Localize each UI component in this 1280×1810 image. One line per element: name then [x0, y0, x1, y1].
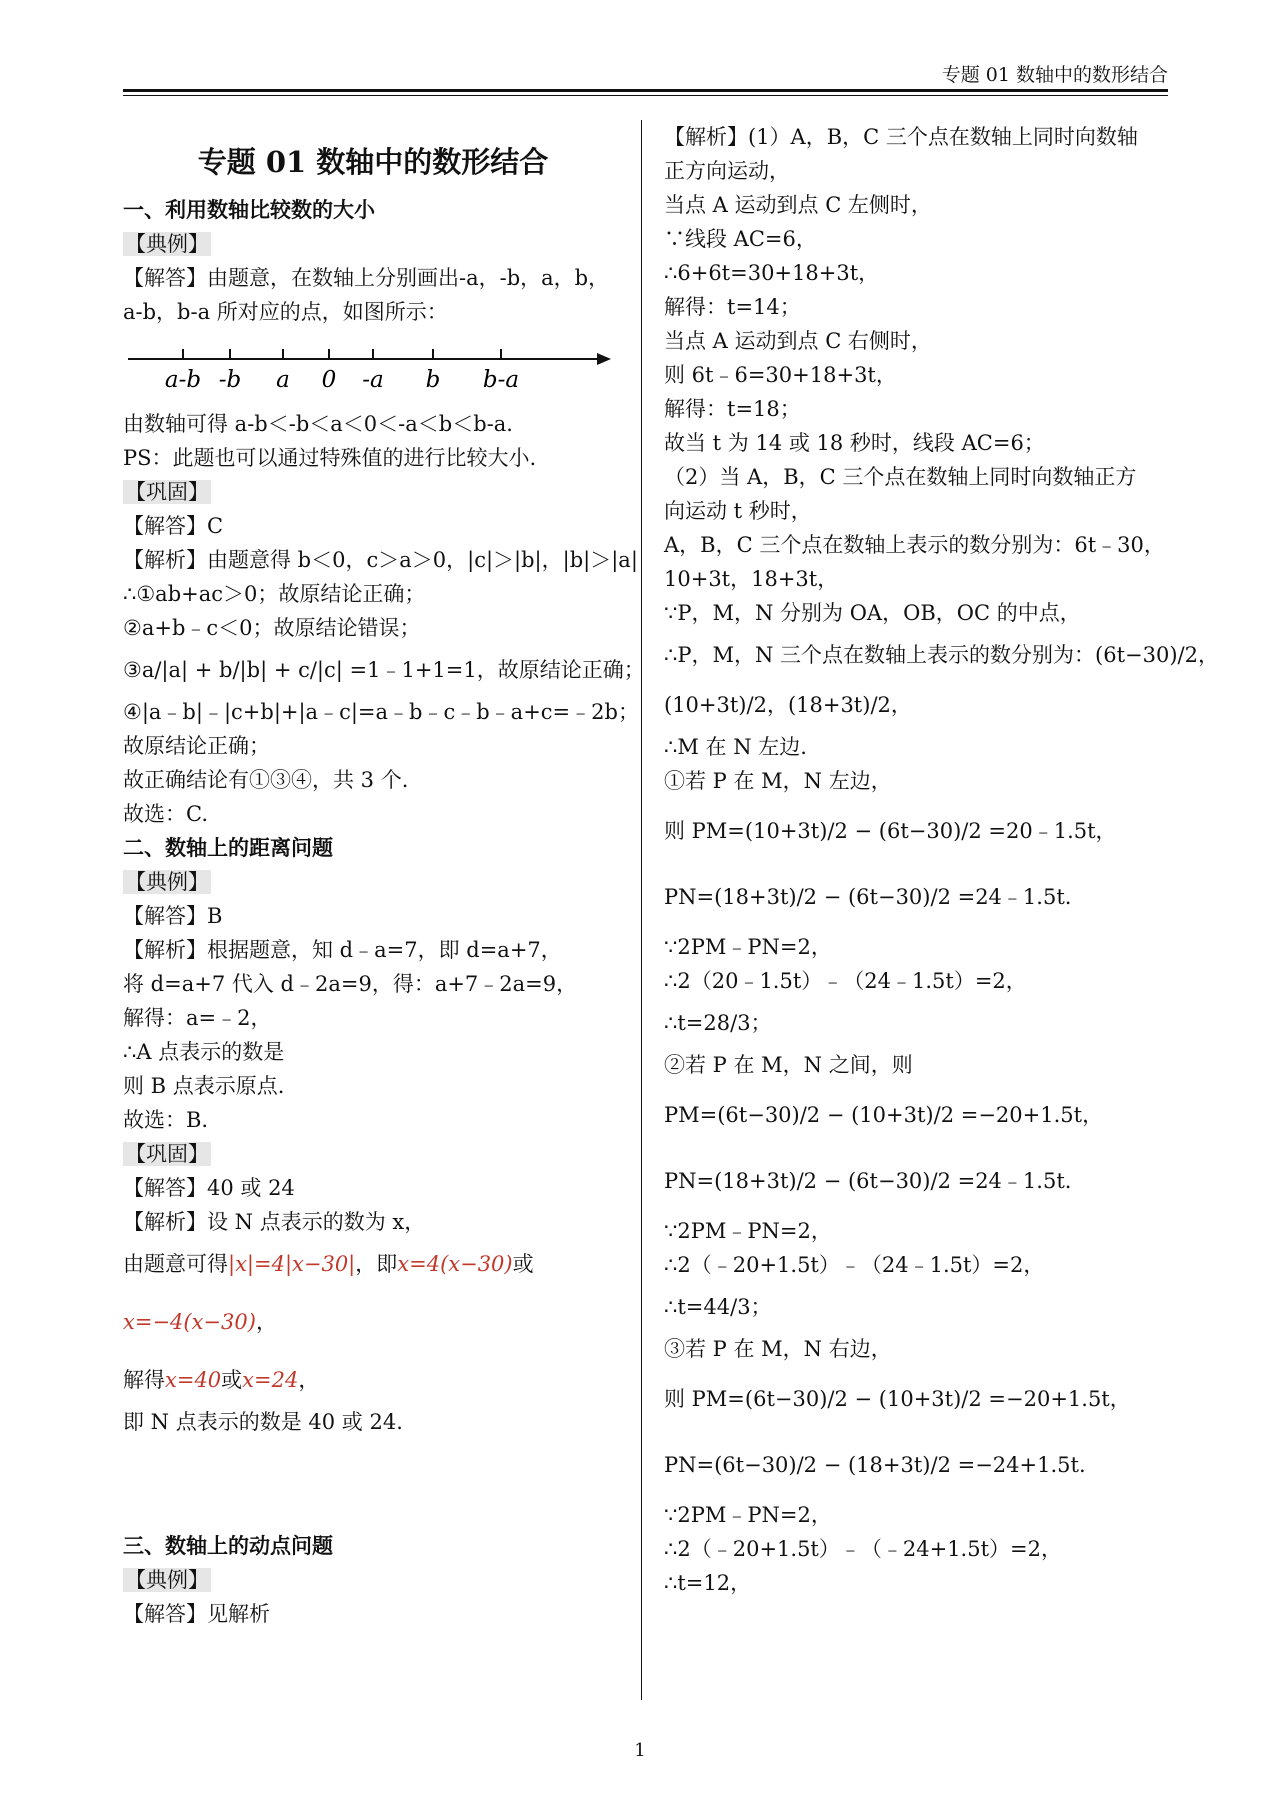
header-rule-thick [123, 89, 1168, 92]
text-line: ④|a﹣b|﹣|c+b|+|a﹣c|=a﹣b﹣c﹣b﹣a+c=﹣2b； [123, 700, 639, 724]
text-line: 故当 t 为 14 或 18 秒时，线段 AC=6； [664, 431, 1045, 455]
text-line: ②若 P 在 M，N 之间，则 [664, 1053, 913, 1077]
formula-red: x=−4(x−30) [123, 1310, 256, 1334]
tag-text: 【典例】 [125, 1568, 209, 1592]
text-run: 由题意可得 [123, 1252, 228, 1276]
text-line: ∴t=44/3； [664, 1295, 772, 1319]
section-heading: 三、数轴上的动点问题 [123, 1533, 333, 1558]
formula-red: x=4(x−30) [397, 1252, 513, 1276]
label-tag [123, 865, 623, 899]
section-heading: 二、数轴上的距离问题 [123, 835, 333, 860]
text-line: 解得：t=14； [664, 295, 801, 319]
text-line: 向运动 t 秒时， [664, 499, 812, 523]
text-line: 将 d=a+7 代入 d﹣2a=9，得：a+7﹣2a=9， [123, 972, 578, 996]
text-line: 故原结论正确； [123, 734, 270, 758]
page-number: 1 [634, 1740, 646, 1761]
text-line: 即 N 点表示的数是 40 或 24. [123, 1410, 403, 1434]
text-line: ①若 P 在 M，N 左边， [664, 769, 892, 793]
formula-red: |x|=4|x−30| [228, 1252, 356, 1276]
text-line: 【解析】根据题意，知 d﹣a=7，即 d=a+7， [123, 938, 562, 962]
text-line: 【解析】由题意得 b＜0，c＞a＞0，|c|＞|b|，|b|＞|a| [123, 548, 638, 572]
running-header: 专题 01 数轴中的数形结合 [941, 64, 1168, 86]
left-column [123, 120, 645, 1631]
text-line: 【解答】由题意，在数轴上分别画出-a，-b，a，b， [123, 266, 610, 290]
text-line: ∵线段 AC=6， [664, 227, 817, 251]
text-line: ∴P，M，N 三个点在数轴上表示的数分别为：(6t−30)/2， [664, 643, 1219, 667]
text-line: ∴t=28/3； [664, 1011, 772, 1035]
text-line: ②a+b﹣c＜0；故原结论错误； [123, 616, 421, 640]
text-run: 或 [512, 1252, 534, 1276]
text-line: ③a/|a| + b/|b| + c/|c| =1﹣1+1=1，故原结论正确； [123, 658, 645, 682]
text-run: ， [255, 1310, 277, 1334]
tag-text: 【典例】 [125, 870, 209, 894]
text-line: ③若 P 在 M，N 右边， [664, 1337, 892, 1361]
number-line-label: a-b [164, 367, 202, 393]
text-line: ∴t=12， [664, 1571, 752, 1595]
page-title: 专题 01 数轴中的数形结合 [197, 145, 549, 179]
number-line-label: b [425, 367, 441, 393]
number-line-label: b-a [482, 367, 520, 393]
tag-text: 【典例】 [125, 232, 209, 256]
text-line: 故选：C. [123, 802, 208, 826]
text-line: 则 B 点表示原点. [123, 1074, 285, 1098]
text-line: ∴6+6t=30+18+3t， [664, 261, 880, 285]
text-line: ∴A 点表示的数是 [123, 1040, 285, 1064]
text-line: 【解答】见解析 [123, 1602, 270, 1626]
text-line: A，B，C 三个点在数轴上表示的数分别为：6t﹣30， [664, 533, 1165, 557]
text-line: 【解答】40 或 24 [123, 1176, 295, 1200]
spacer [123, 1439, 623, 1529]
formula-red: x=40 [165, 1368, 222, 1392]
right-column [664, 120, 1219, 1600]
text-line: （2）当 A，B，C 三个点在数轴上同时向数轴正方 [664, 465, 1137, 489]
text-line: 解得：a=﹣2， [123, 1006, 272, 1030]
formula-red: x=24 [242, 1368, 299, 1392]
header-rule-thin [123, 95, 1168, 96]
text-line: 【解答】B [123, 904, 223, 928]
text-run: 解得 [123, 1368, 165, 1392]
text-line: PN=(6t−30)/2 − (18+3t)/2 =−24+1.5t. [664, 1453, 1086, 1477]
text-line: 故正确结论有①③④，共 3 个. [123, 768, 409, 792]
text-line: ∵2PM﹣PN=2， [664, 935, 832, 959]
number-line-figure [123, 337, 613, 397]
text-line: 【解答】C [123, 514, 224, 538]
text-line: ∵2PM﹣PN=2， [664, 1219, 832, 1243]
text-line: ∴①ab+ac＞0；故原结论正确； [123, 582, 426, 606]
text-line: PN=(18+3t)/2 − (6t−30)/2 =24﹣1.5t. [664, 1169, 1072, 1193]
number-line-label: -a [362, 367, 384, 393]
text-line: (10+3t)/2，(18+3t)/2， [664, 693, 912, 717]
text-line: ∵2PM﹣PN=2， [664, 1503, 832, 1527]
text-line: 则 6t﹣6=30+18+3t， [664, 363, 897, 387]
number-line-arrowhead [597, 353, 611, 365]
number-line-label: 0 [321, 367, 337, 393]
label-tag [123, 475, 623, 509]
label-tag [123, 1563, 623, 1597]
text-run: ，即 [355, 1252, 398, 1276]
column-divider [641, 120, 642, 1700]
tag-text: 【巩固】 [125, 480, 209, 504]
text-line: 当点 A 运动到点 C 右侧时， [664, 329, 932, 353]
text-line: 则 PM=(10+3t)/2 − (6t−30)/2 =20﹣1.5t， [664, 819, 1117, 843]
text-line: 由数轴可得 a-b＜-b＜a＜0＜-a＜b＜b-a. [123, 412, 513, 436]
section-heading: 一、利用数轴比较数的大小 [123, 197, 375, 222]
text-line: 【解析】(1）A，B，C 三个点在数轴上同时向数轴 [664, 125, 1138, 149]
number-line-label: a [276, 367, 290, 393]
number-line-label: -b [218, 367, 242, 393]
text-line: 【解析】设 N 点表示的数为 x， [123, 1210, 426, 1234]
text-line: ∴M 在 N 左边. [664, 735, 807, 759]
text-line: a-b，b-a 所对应的点，如图所示： [123, 300, 448, 324]
text-line: ∴2（﹣20+1.5t）﹣（24﹣1.5t）=2， [664, 1253, 1045, 1277]
text-line: 10+3t，18+3t， [664, 567, 839, 591]
text-line [123, 1239, 623, 1289]
text-line [123, 1355, 623, 1405]
text-line: PS：此题也可以通过特殊值的进行比较大小. [123, 446, 537, 470]
text-line: 正方向运动， [664, 159, 790, 183]
text-line: ∴2（20﹣1.5t）﹣（24﹣1.5t）=2， [664, 969, 1027, 993]
text-line: ∴2（﹣20+1.5t）﹣（﹣24+1.5t）=2， [664, 1537, 1062, 1561]
text-line: 则 PM=(6t−30)/2 − (10+3t)/2 =−20+1.5t， [664, 1387, 1131, 1411]
text-line: 故选：B. [123, 1108, 209, 1132]
text-run: 或 [221, 1368, 243, 1392]
text-line [123, 1289, 623, 1355]
text-line: ∵P，M，N 分别为 OA，OB，OC 的中点， [664, 601, 1081, 625]
text-line: PM=(6t−30)/2 − (10+3t)/2 =−20+1.5t， [664, 1103, 1104, 1127]
text-line: 当点 A 运动到点 C 左侧时， [664, 193, 932, 217]
text-line: 解得：t=18； [664, 397, 801, 421]
text-run: ， [298, 1368, 320, 1392]
text-line: PN=(18+3t)/2 − (6t−30)/2 =24﹣1.5t. [664, 885, 1072, 909]
tag-text: 【巩固】 [125, 1142, 209, 1166]
label-tag [123, 1137, 623, 1171]
label-tag [123, 227, 623, 261]
